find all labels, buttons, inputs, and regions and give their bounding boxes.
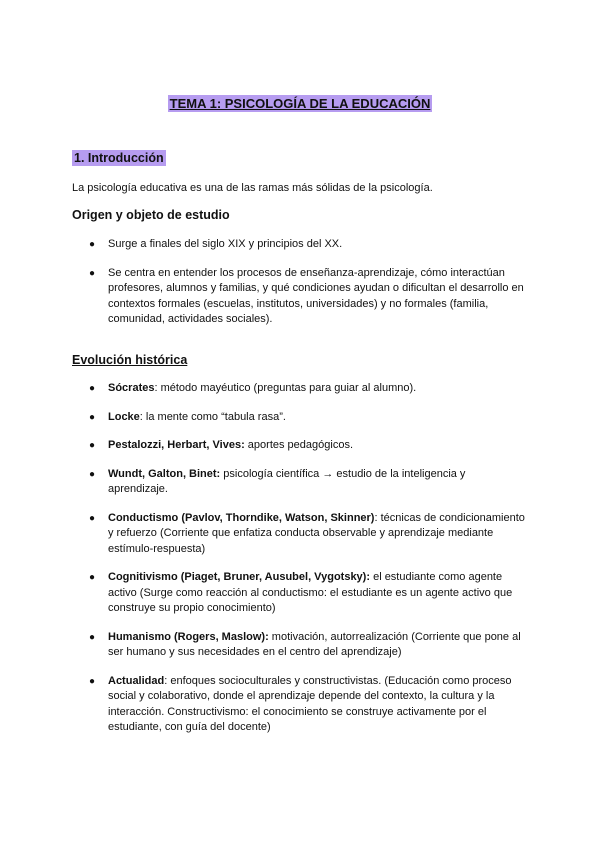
origin-heading: Origen y objeto de estudio	[72, 208, 230, 222]
list-item	[0, 570, 600, 617]
list-item-text: Se centra en entender los procesos de enseñanza-aprendizaje, cómo interactúan profesores, alumnos y familias, y qué condiciones ayudan o dificultan el desarrollo en contextos formales (escuelas, institutos, universidades) y no formales (familia, comunidad, actividades sociales).	[108, 266, 524, 325]
list-item	[0, 266, 600, 328]
intro-heading-text: 1. Introducción	[74, 151, 164, 165]
list-item-bold: Humanismo (Rogers, Maslow):	[108, 630, 269, 643]
list-item-bold: Locke	[108, 410, 140, 423]
list-item	[0, 467, 600, 498]
bullet-icon: ●	[89, 411, 96, 423]
bullet-icon: ●	[89, 675, 96, 687]
bullet-icon: ●	[89, 267, 96, 279]
list-item-bold: Wundt, Galton, Binet:	[108, 467, 221, 480]
bullet-icon: ●	[89, 512, 96, 524]
list-item-text: el estudiante como agente activo (Surge como reacción al conductismo: el estudiante es un agente activo que construye su propio conocimiento)	[108, 571, 513, 614]
list-item-bold: Sócrates	[108, 382, 155, 394]
page-title	[0, 96, 600, 111]
list-item-bold: Actualidad	[108, 674, 165, 687]
list-item-bold: Pestalozzi, Herbart, Vives:	[108, 439, 245, 451]
list-item	[0, 410, 600, 426]
list-item	[0, 438, 600, 454]
evolution-heading: Evolución histórica	[72, 353, 188, 367]
list-item-text: : enfoques socioculturales y constructivistas. (Educación como proceso social y colaborativo, donde el aprendizaje depende del contexto, la cultura y la interacción. Constructivismo: el conocimiento se construye activamente por el estudiante, con guía del docente)	[108, 674, 512, 733]
page-title-text: TEMA 1: PSICOLOGÍA DE LA EDUCACIÓN	[169, 96, 431, 111]
list-item	[0, 237, 600, 253]
bullet-icon: ●	[89, 239, 96, 250]
bullet-icon: ●	[89, 631, 96, 643]
list-item-bold: Cognitivismo (Piaget, Bruner, Ausubel, Vygotsky):	[108, 571, 371, 583]
evolution-list	[0, 381, 600, 736]
list-item-text: psicología científica → estudio de la inteligencia y aprendizaje.	[108, 467, 466, 495]
list-item	[0, 674, 600, 736]
list-item-text: aportes pedagógicos.	[244, 439, 353, 451]
bullet-icon: ●	[89, 383, 96, 394]
list-item-text: Surge a finales del siglo XIX y principios del XX.	[108, 238, 343, 250]
list-item-text: : técnicas de condicionamiento y refuerzo (Corriente que enfatiza conducta observable y aprendizaje mediante estímulo-respuesta)	[108, 511, 525, 555]
list-item	[0, 630, 600, 661]
list-item-text: : método mayéutico (preguntas para guiar al alumno).	[154, 382, 417, 394]
bullet-icon: ●	[89, 440, 96, 451]
bullet-icon: ●	[89, 572, 96, 583]
origin-list	[0, 237, 600, 328]
list-item	[0, 511, 600, 558]
intro-heading	[72, 151, 166, 165]
list-item-bold: Conductismo (Pavlov, Thorndike, Watson, Skinner)	[108, 511, 375, 524]
intro-paragraph: La psicología educativa es una de las ramas más sólidas de la psicología.	[72, 182, 433, 194]
list-item	[0, 381, 600, 397]
list-item-text: motivación, autorrealización (Corriente que pone al ser humano y sus necesidades en el centro del aprendizaje)	[108, 630, 521, 658]
bullet-icon: ●	[89, 468, 96, 480]
list-item-text: : la mente como “tabula rasa”.	[139, 410, 286, 423]
